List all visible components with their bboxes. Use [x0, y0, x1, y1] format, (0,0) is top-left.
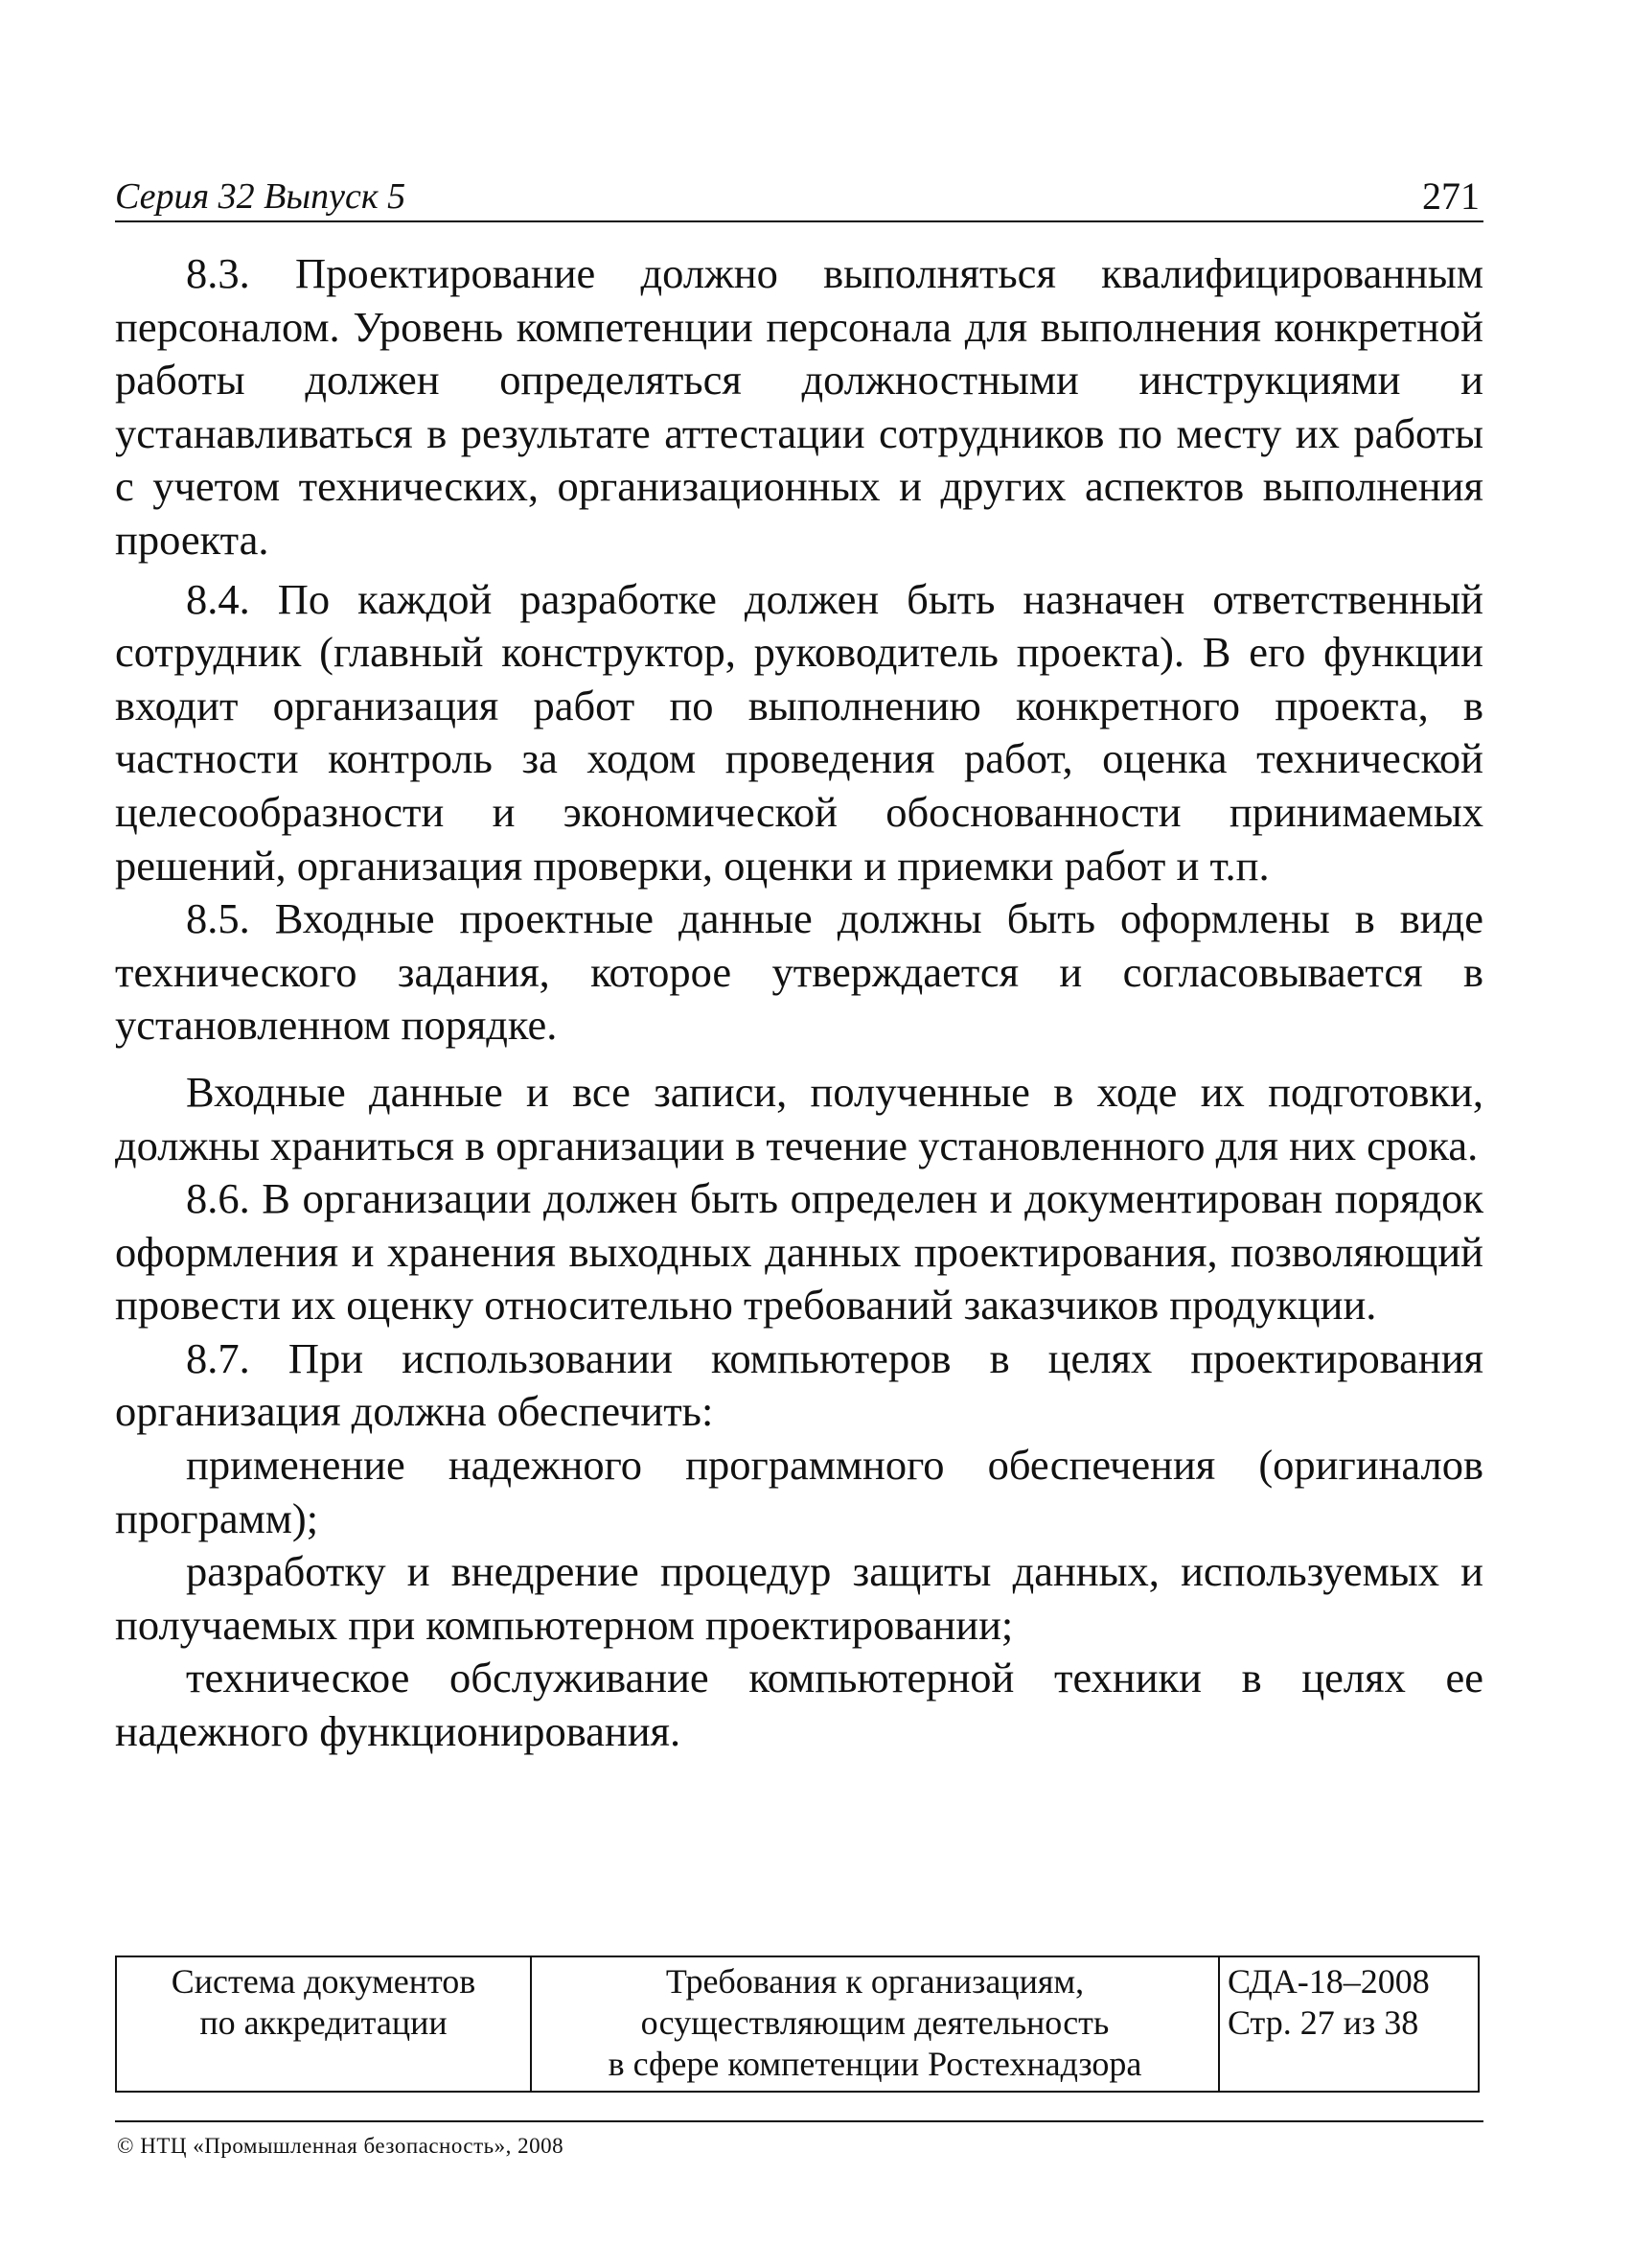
paragraph-8-4: 8.4. По каждой разработке должен быть назначен ответственный сотрудник (главный конструктор, руководитель проекта). В его функции входит организация работ по выполнению конкретного проекта, в частности контроль за ходом проведения работ, оценка технической целесообразности и экономической обоснованности принимаемых решений, организация проверки, оценки и приемки работ и т.п.: [115, 574, 1483, 890]
title-line-2: осуществляющим деятельность: [640, 2003, 1110, 2042]
title-line-1: Требования к организациям,: [665, 1962, 1085, 2001]
title-line-3: в сфере компетенции Ростехнадзора: [608, 2045, 1142, 2083]
list-item-software: применение надежного программного обеспечения (оригиналов программ);: [115, 1441, 1483, 1542]
title-cell: [531, 1956, 1219, 2092]
paragraph-input-data: Входные данные и все записи, полученные в ходе их подготовки, должны храниться в организации в течение установленного для них срока.: [115, 1067, 1483, 1169]
system-line-2: по аккредитации: [199, 2003, 448, 2042]
footer-divider: [115, 2120, 1483, 2122]
document-info-table: [115, 1956, 1480, 2093]
copyright-footer: © НТЦ «Промышленная безопасность», 2008: [117, 2134, 564, 2158]
paragraph-8-5: 8.5. Входные проектные данные должны быть оформлены в виде технического задания, которое утверждается и согласовывается в установленном порядке.: [115, 894, 1483, 1050]
paragraph-8-7: 8.7. При использовании компьютеров в целях проектирования организация должна обеспечить:: [115, 1333, 1483, 1436]
table-row: [116, 1956, 1479, 2092]
code-cell: [1219, 1956, 1479, 2092]
page-info: Стр. 27 из 38: [1228, 2003, 1419, 2042]
document-code: СДА-18–2008: [1228, 1962, 1430, 2001]
list-item-data-protection: разработку и внедрение процедур защиты данных, используемых и получаемых при компьютерном проектировании;: [115, 1547, 1483, 1649]
paragraph-8-6: 8.6. В организации должен быть определен и документирован порядок оформления и хранения выходных данных проектирования, позволяющий провести их оценку относительно требований заказчиков продукции.: [115, 1174, 1483, 1330]
list-item-maintenance: техническое обслуживание компьютерной техники в целях ее надежного функционирования.: [115, 1654, 1483, 1756]
document-body: [115, 247, 1483, 1759]
page-number: 271: [1422, 174, 1480, 218]
series-title: Серия 32 Выпуск 5: [115, 176, 406, 217]
system-line-1: Система документов: [171, 1962, 476, 2001]
running-header: [115, 173, 1483, 222]
paragraph-8-3: 8.3. Проектирование должно выполняться квалифицированным персоналом. Уровень компетенции персонала для выполнения конкретной работы должен определяться должностными инструкциями и устанавливаться в результате аттестации сотрудников по месту их работы с учетом технических, организационных и других аспектов выполнения проекта.: [115, 249, 1483, 564]
system-cell: [116, 1956, 531, 2092]
